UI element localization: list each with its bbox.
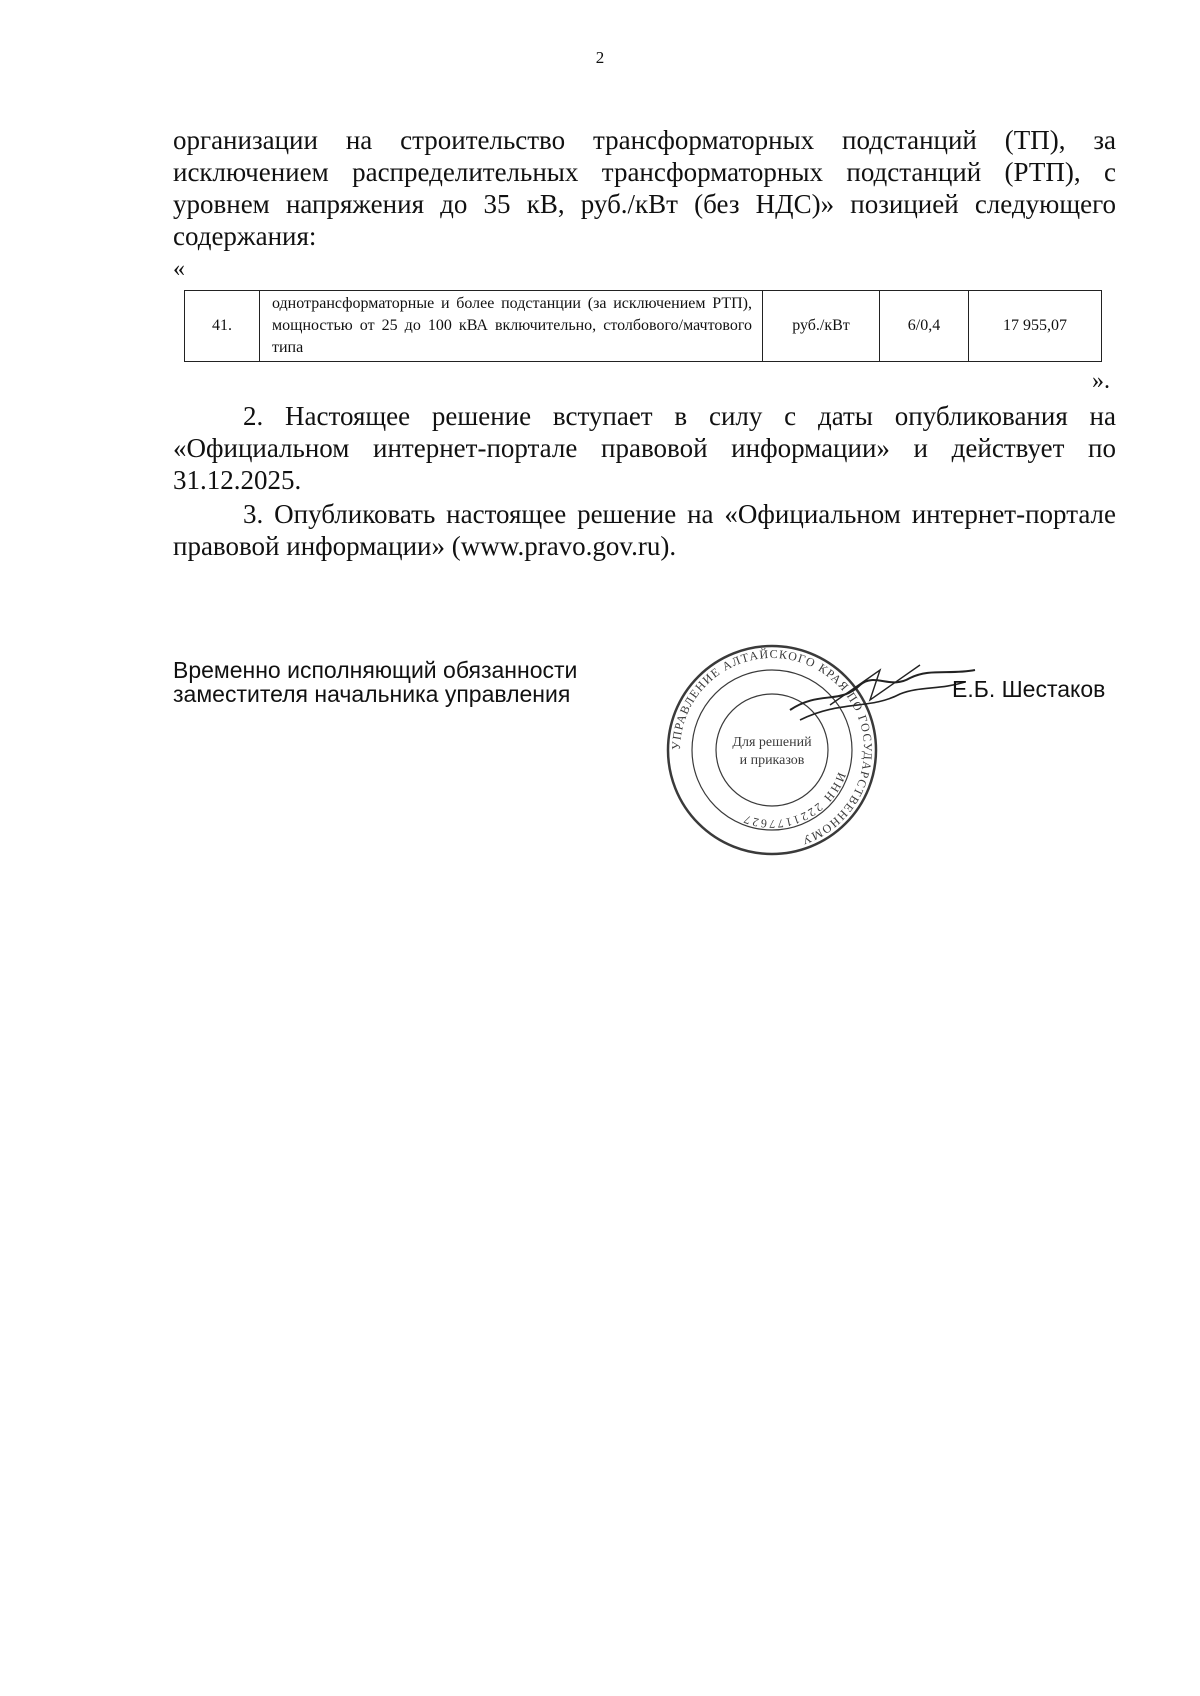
stamp-center-line-2: и приказов xyxy=(739,753,805,768)
signer-name: Е.Б. Шестаков xyxy=(952,676,1106,702)
row-unit: руб./кВт xyxy=(763,291,880,362)
row-description: однотрансформаторные и более подстанции (за исключением РТП), мощностью от 25 до 100 кВА включительно, столбового/мачтового типа xyxy=(260,291,763,362)
table-row xyxy=(185,291,1102,362)
signer-position-line-1: Временно исполняющий обязанности xyxy=(173,657,578,683)
intro-paragraph: организации на строительство трансформаторных подстанций (ТП), за исключением распределительных трансформаторных подстанций (РТП), с уровнем напряжения до 35 кВ, руб./кВт (без НДС)» позицией следующего содержания: xyxy=(173,125,1116,251)
signer-position-line-2: заместителя начальника управления xyxy=(173,681,571,707)
open-quote: « xyxy=(173,256,185,282)
signer-position xyxy=(173,658,577,706)
paragraph-2: 2. Настоящее решение вступает в силу с даты опубликования на «Официальном интернет-портале правовой информации» и действует по 31.12.2025. xyxy=(173,401,1116,495)
stamp-center-line-1: Для решений xyxy=(732,735,812,750)
paragraph-3: 3. Опубликовать настоящее решение на «Официальном интернет-портале правовой информации» (www.pravo.gov.ru). xyxy=(173,499,1116,561)
tariff-table xyxy=(184,290,1102,362)
row-price: 17 955,07 xyxy=(969,291,1102,362)
stamp-outer-text: УПРАВЛЕНИЕ АЛТАЙСКОГО КРАЯ ПО ГОСУДАРСТВЕННОМУ xyxy=(668,646,876,848)
close-quote: ». xyxy=(1092,368,1110,394)
handwritten-signature xyxy=(780,650,980,740)
row-number: 41. xyxy=(185,291,260,362)
page-number: 2 xyxy=(595,48,605,67)
row-voltage: 6/0,4 xyxy=(880,291,969,362)
stamp-inn-text: ИНН 2221177627 xyxy=(740,770,849,832)
